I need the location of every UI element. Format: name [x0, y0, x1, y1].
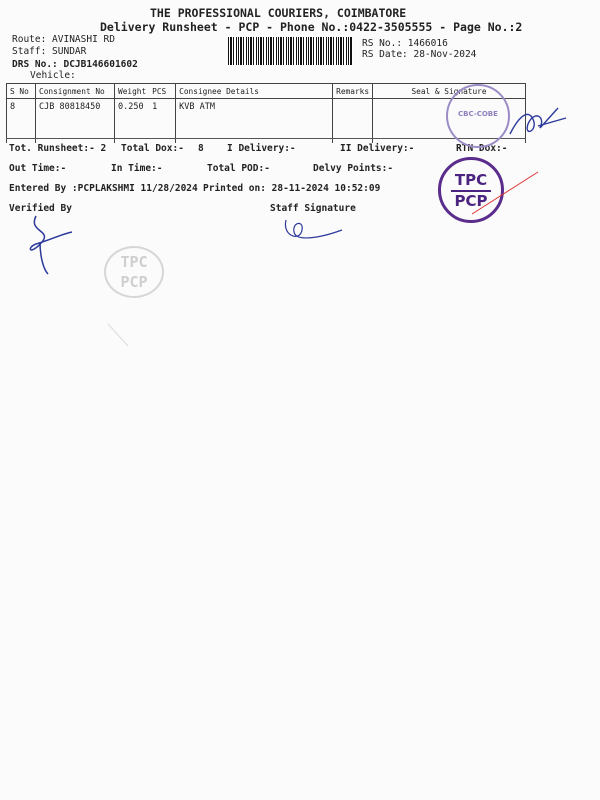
col-seal: Seal & Signature [373, 84, 526, 99]
staff-signature-label: Staff Signature [270, 203, 356, 214]
faint-embossed-stamp [104, 246, 164, 298]
rs-number: RS No.: 1466016 [362, 38, 448, 49]
pen-mark [104, 320, 134, 350]
rtn-dox: RTN Dox:- [456, 143, 508, 154]
barcode [228, 37, 353, 65]
delvy-points: Delvy Points:- [313, 163, 394, 174]
total-dox-label: Total Dox:- [121, 143, 184, 154]
red-mark [470, 168, 540, 218]
drs-number: DRS No.: DCJB146601602 [12, 59, 138, 70]
route-label: Route: AVINASHI RD [12, 34, 115, 45]
tot-runsheet: Tot. Runsheet:- 2 [9, 143, 107, 154]
cell-sno: 8 [7, 99, 36, 116]
stamp-tpc-text: TPC [454, 171, 488, 189]
cell-weight: 0.250 [115, 99, 150, 116]
table-bottom-rule [6, 138, 526, 139]
cell-remarks [333, 99, 373, 116]
stamp-pcp-text: PCP [451, 190, 491, 210]
total-pod: Total POD:- [207, 163, 270, 174]
out-time: Out Time:- [9, 163, 67, 174]
consignee-signature [508, 104, 568, 144]
printed-on: Printed on: 28-11-2024 10:52:09 [203, 183, 381, 194]
ghost-text [420, 62, 424, 69]
company-title: THE PROFESSIONAL COURIERS, COIMBATORE [150, 6, 407, 20]
table-header-row [7, 84, 526, 99]
faint-stamp-top: TPC [120, 253, 148, 271]
col-sno: S No [7, 84, 36, 99]
cell-consignment: CJB 80818450 [36, 99, 115, 116]
runsheet-title: Delivery Runsheet - PCP - Phone No.:0422-3505555 - Page No.:2 [100, 20, 523, 34]
cell-consignee: KVB ATM [176, 99, 333, 116]
verified-signature [22, 212, 82, 278]
ii-delivery: II Delivery:- [340, 143, 415, 154]
verified-by-label: Verified By [9, 203, 72, 214]
cell-pcs: 1 [149, 99, 176, 116]
i-delivery: I Delivery:- [227, 143, 296, 154]
total-dox-value: 8 [198, 143, 204, 154]
col-pcs: PCS [149, 84, 176, 99]
staff-signature [280, 212, 350, 246]
staff-label: Staff: SUNDAR [12, 46, 87, 57]
entered-by: Entered By :PCPLAKSHMI 11/28/2024 [9, 183, 198, 194]
col-weight: Weight [115, 84, 150, 99]
courier-seal-stamp [446, 84, 510, 148]
in-time: In Time:- [111, 163, 163, 174]
col-remarks: Remarks [333, 84, 373, 99]
courier-seal-text: CBC-COBE [458, 110, 498, 118]
vehicle-label: Vehicle: [30, 70, 76, 81]
rs-date: RS Date: 28-Nov-2024 [362, 49, 477, 60]
col-consignment: Consignment No [36, 84, 115, 99]
faint-stamp-bottom: PCP [120, 273, 148, 291]
col-consignee: Consignee Details [176, 84, 333, 99]
